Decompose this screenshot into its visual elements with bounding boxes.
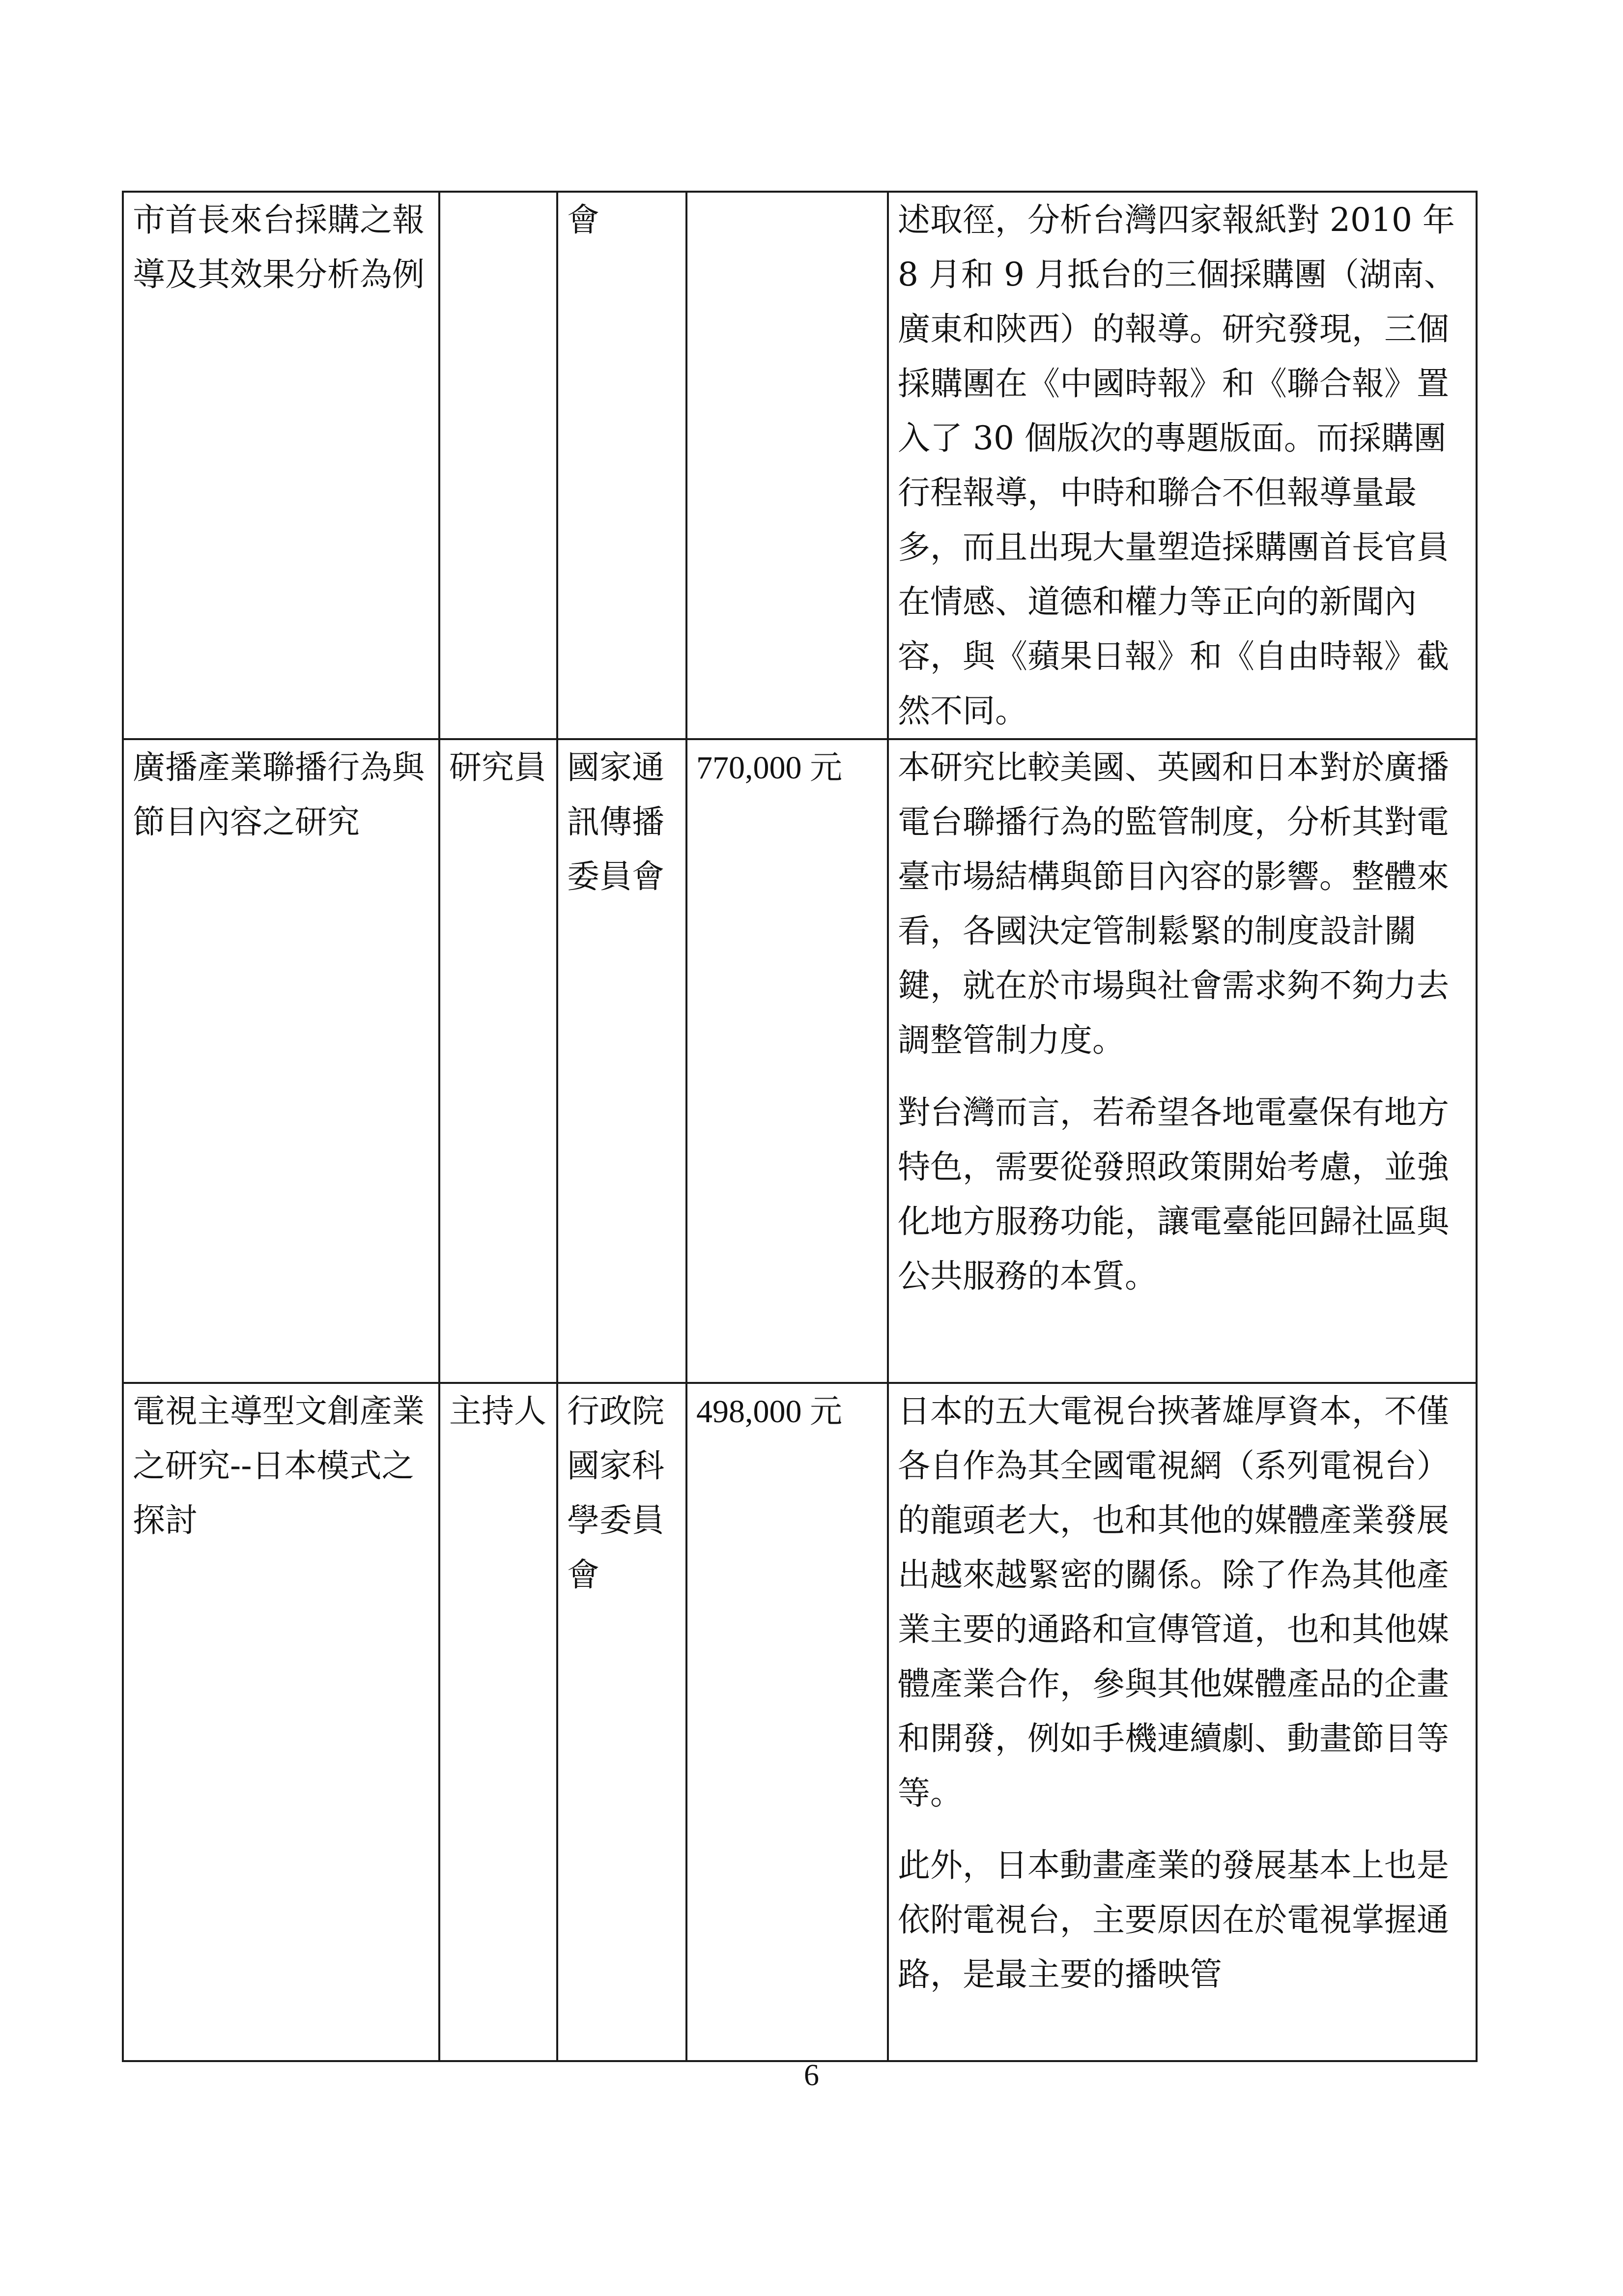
project-summary: [888, 739, 1477, 1383]
summary-paragraph: 此外，日本動畫產業的發展基本上也是依附電視台，主要原因在於電視掌握通路，是最主要的播映管: [898, 1846, 1449, 1993]
summary-paragraph: 本研究比較美國、英國和日本對於廣播電台聯播行為的監管制度，分析其對電臺市場結構與節目內容的影響。整體來看，各國決定管制鬆緊的制度設計關鍵，就在於市場與社會需求夠不夠力去調整管制力度。: [898, 748, 1449, 1059]
table-row: [123, 1383, 1477, 2061]
page-number: 6: [804, 2059, 819, 2092]
project-summary: [888, 1383, 1477, 2061]
funding-agency: 行政院國家科學委員會: [557, 1383, 686, 2061]
project-role: [439, 192, 557, 739]
project-title: 廣播產業聯播行為與節目內容之研究: [123, 739, 439, 1383]
project-role: 主持人: [439, 1383, 557, 2061]
summary-paragraph: 述取徑，分析台灣四家報紙對 2010 年 8 月和 9 月抵台的三個採購團（湖南、廣東和陝西）的報導。研究發現，三個採購團在《中國時報》和《聯合報》置入了 30 個版次的專題版面。而採購團行程報導，中時和聯合不但報導量最多，而且出現大量塑造採購團首長官員在情感、道德和權力等正向的新聞內容，與《蘋果日報》和《自由時報》截然不同。: [898, 201, 1456, 730]
summary-paragraph: 對台灣而言，若希望各地電臺保有地方特色，需要從發照政策開始考慮，並強化地方服務功能，讓電臺能回歸社區與公共服務的本質。: [898, 1093, 1449, 1295]
table-row: [123, 739, 1477, 1383]
grant-amount: [686, 192, 888, 739]
grant-amount: 498,000 元: [686, 1383, 888, 2061]
project-role: 研究員: [439, 739, 557, 1383]
project-summary: [888, 192, 1477, 739]
table-row: [123, 192, 1477, 739]
funding-agency: 國家通訊傳播委員會: [557, 739, 686, 1383]
project-title: 市首長來台採購之報導及其效果分析為例: [123, 192, 439, 739]
project-title: 電視主導型文創產業之研究--日本模式之探討: [123, 1383, 439, 2061]
funding-agency: 會: [557, 192, 686, 739]
grant-amount: 770,000 元: [686, 739, 888, 1383]
research-projects-table: [122, 191, 1478, 2062]
summary-paragraph: 日本的五大電視台挾著雄厚資本，不僅各自作為其全國電視網（系列電視台）的龍頭老大，也和其他的媒體產業發展出越來越緊密的關係。除了作為其他產業主要的通路和宣傳管道，也和其他媒體產業合作，參與其他媒體產品的企畫和開發，例如手機連續劇、動畫節目等等。: [898, 1392, 1449, 1812]
